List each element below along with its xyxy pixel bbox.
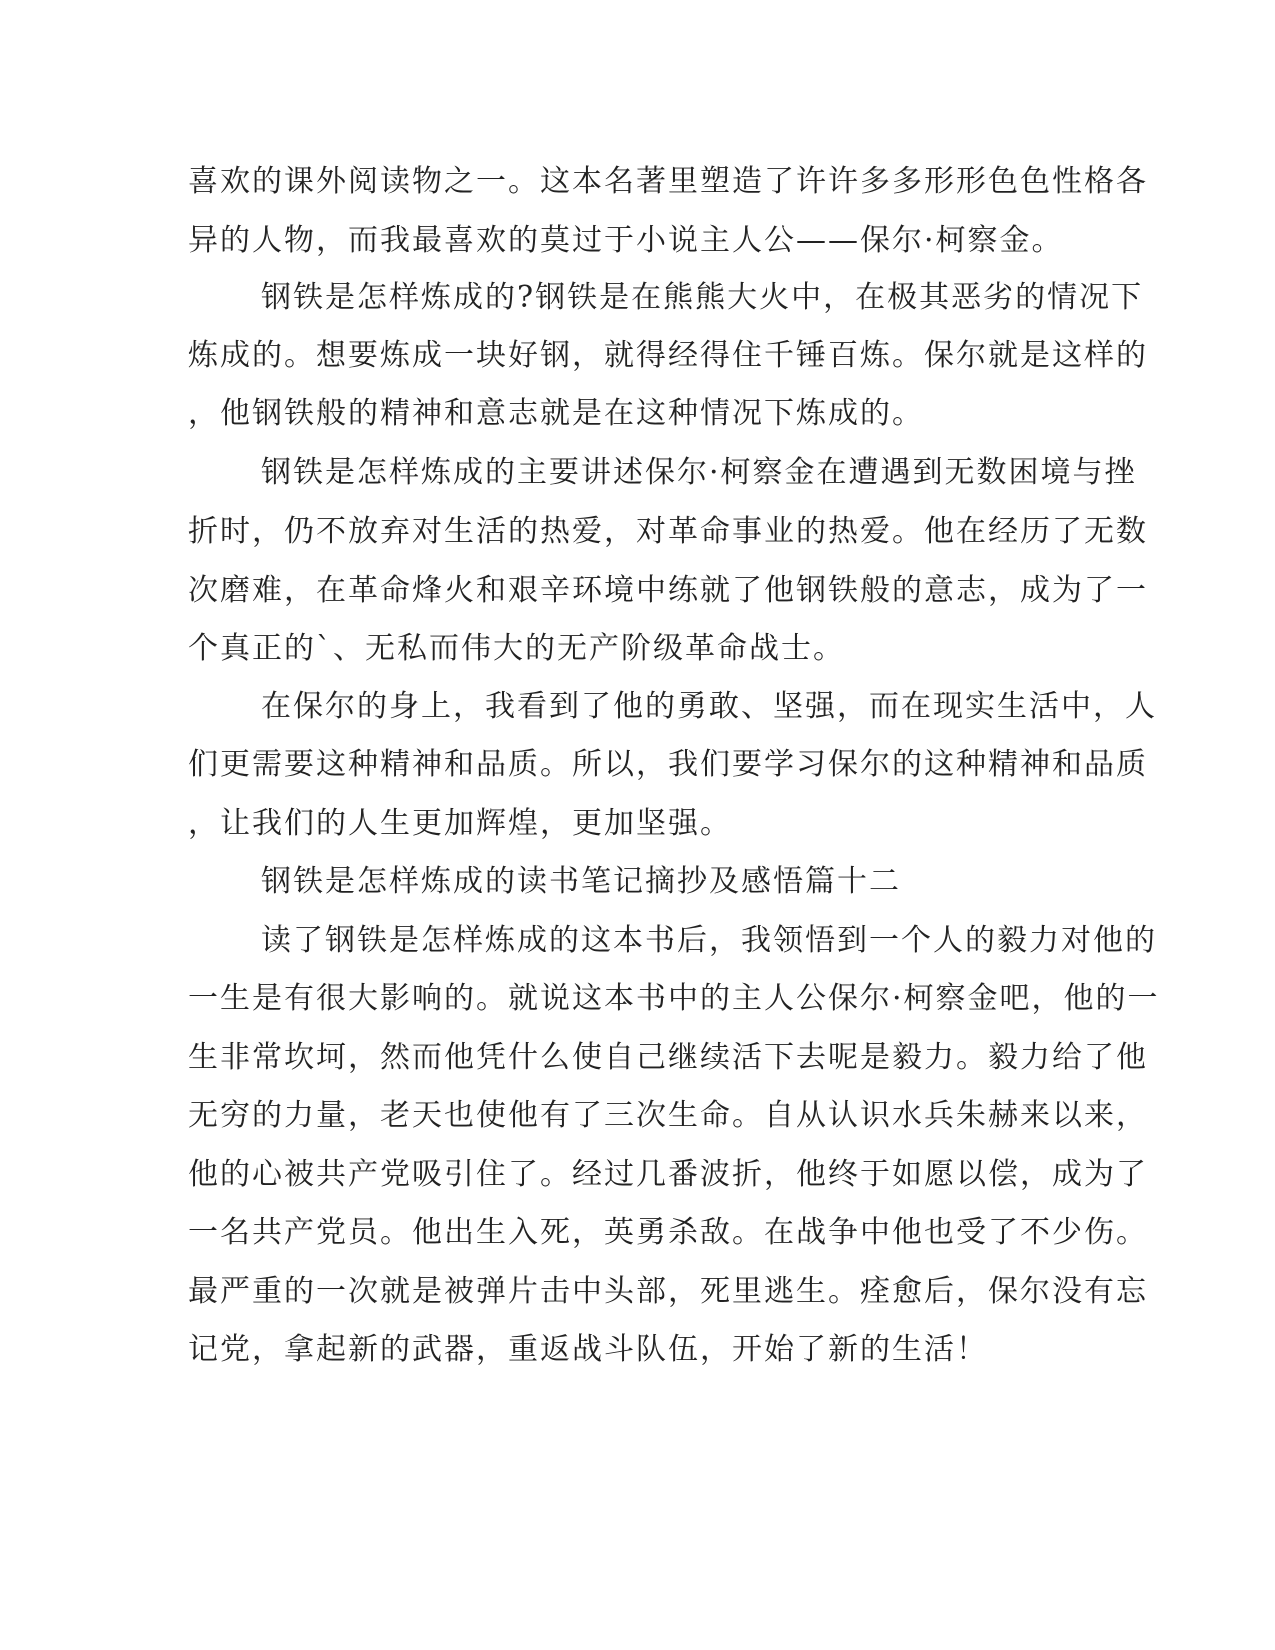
text-line: 们更需要这种精神和品质。所以，我们要学习保尔的这种精神和品质 — [188, 747, 1148, 782]
text-line: ，让我们的人生更加辉煌，更加坚强。 — [188, 806, 732, 841]
section-heading: 钢铁是怎样炼成的读书笔记摘抄及感悟篇十二 — [261, 864, 901, 899]
text-line: 最严重的一次就是被弹片击中头部，死里逃生。痊愈后，保尔没有忘 — [188, 1274, 1148, 1309]
text-line: 一名共产党员。他出生入死，英勇杀敌。在战争中他也受了不少伤。 — [188, 1215, 1148, 1250]
text-line: 异的人物，而我最喜欢的莫过于小说主人公——保尔·柯察金。 — [188, 223, 1064, 258]
text-line: 记党，拿起新的武器，重返战斗队伍，开始了新的生活！ — [188, 1332, 988, 1367]
text-line: 生非常坎坷，然而他凭什么使自己继续活下去呢是毅力。毅力给了他 — [188, 1040, 1148, 1075]
text-line: 喜欢的课外阅读物之一。这本名著里塑造了许许多多形形色色性格各 — [188, 164, 1148, 199]
text-line: 个真正的`、无私而伟大的无产阶级革命战士。 — [188, 631, 845, 666]
text-line: ，他钢铁般的精神和意志就是在这种情况下炼成的。 — [188, 396, 924, 431]
paragraph-first-line: 在保尔的身上，我看到了他的勇敢、坚强，而在现实生活中，人 — [261, 689, 1157, 724]
text-line: 无穷的力量，老天也使他有了三次生命。自从认识水兵朱赫来以来， — [188, 1098, 1148, 1133]
text-line: 炼成的。想要炼成一块好钢，就得经得住千锤百炼。保尔就是这样的 — [188, 338, 1148, 373]
text-line: 次磨难，在革命烽火和艰辛环境中练就了他钢铁般的意志，成为了一 — [188, 573, 1148, 608]
text-line: 折时，仍不放弃对生活的热爱，对革命事业的热爱。他在经历了无数 — [188, 514, 1148, 549]
text-line: 一生是有很大影响的。就说这本书中的主人公保尔·柯察金吧，他的一 — [188, 981, 1160, 1016]
paragraph-first-line: 读了钢铁是怎样炼成的这本书后，我领悟到一个人的毅力对他的 — [261, 923, 1157, 958]
paragraph-first-line: 钢铁是怎样炼成的?钢铁是在熊熊大火中，在极其恶劣的情况下 — [261, 280, 1144, 315]
paragraph-first-line: 钢铁是怎样炼成的主要讲述保尔·柯察金在遭遇到无数困境与挫 — [261, 455, 1137, 490]
text-line: 他的心被共产党吸引住了。经过几番波折，他终于如愿以偿，成为了 — [188, 1157, 1148, 1192]
